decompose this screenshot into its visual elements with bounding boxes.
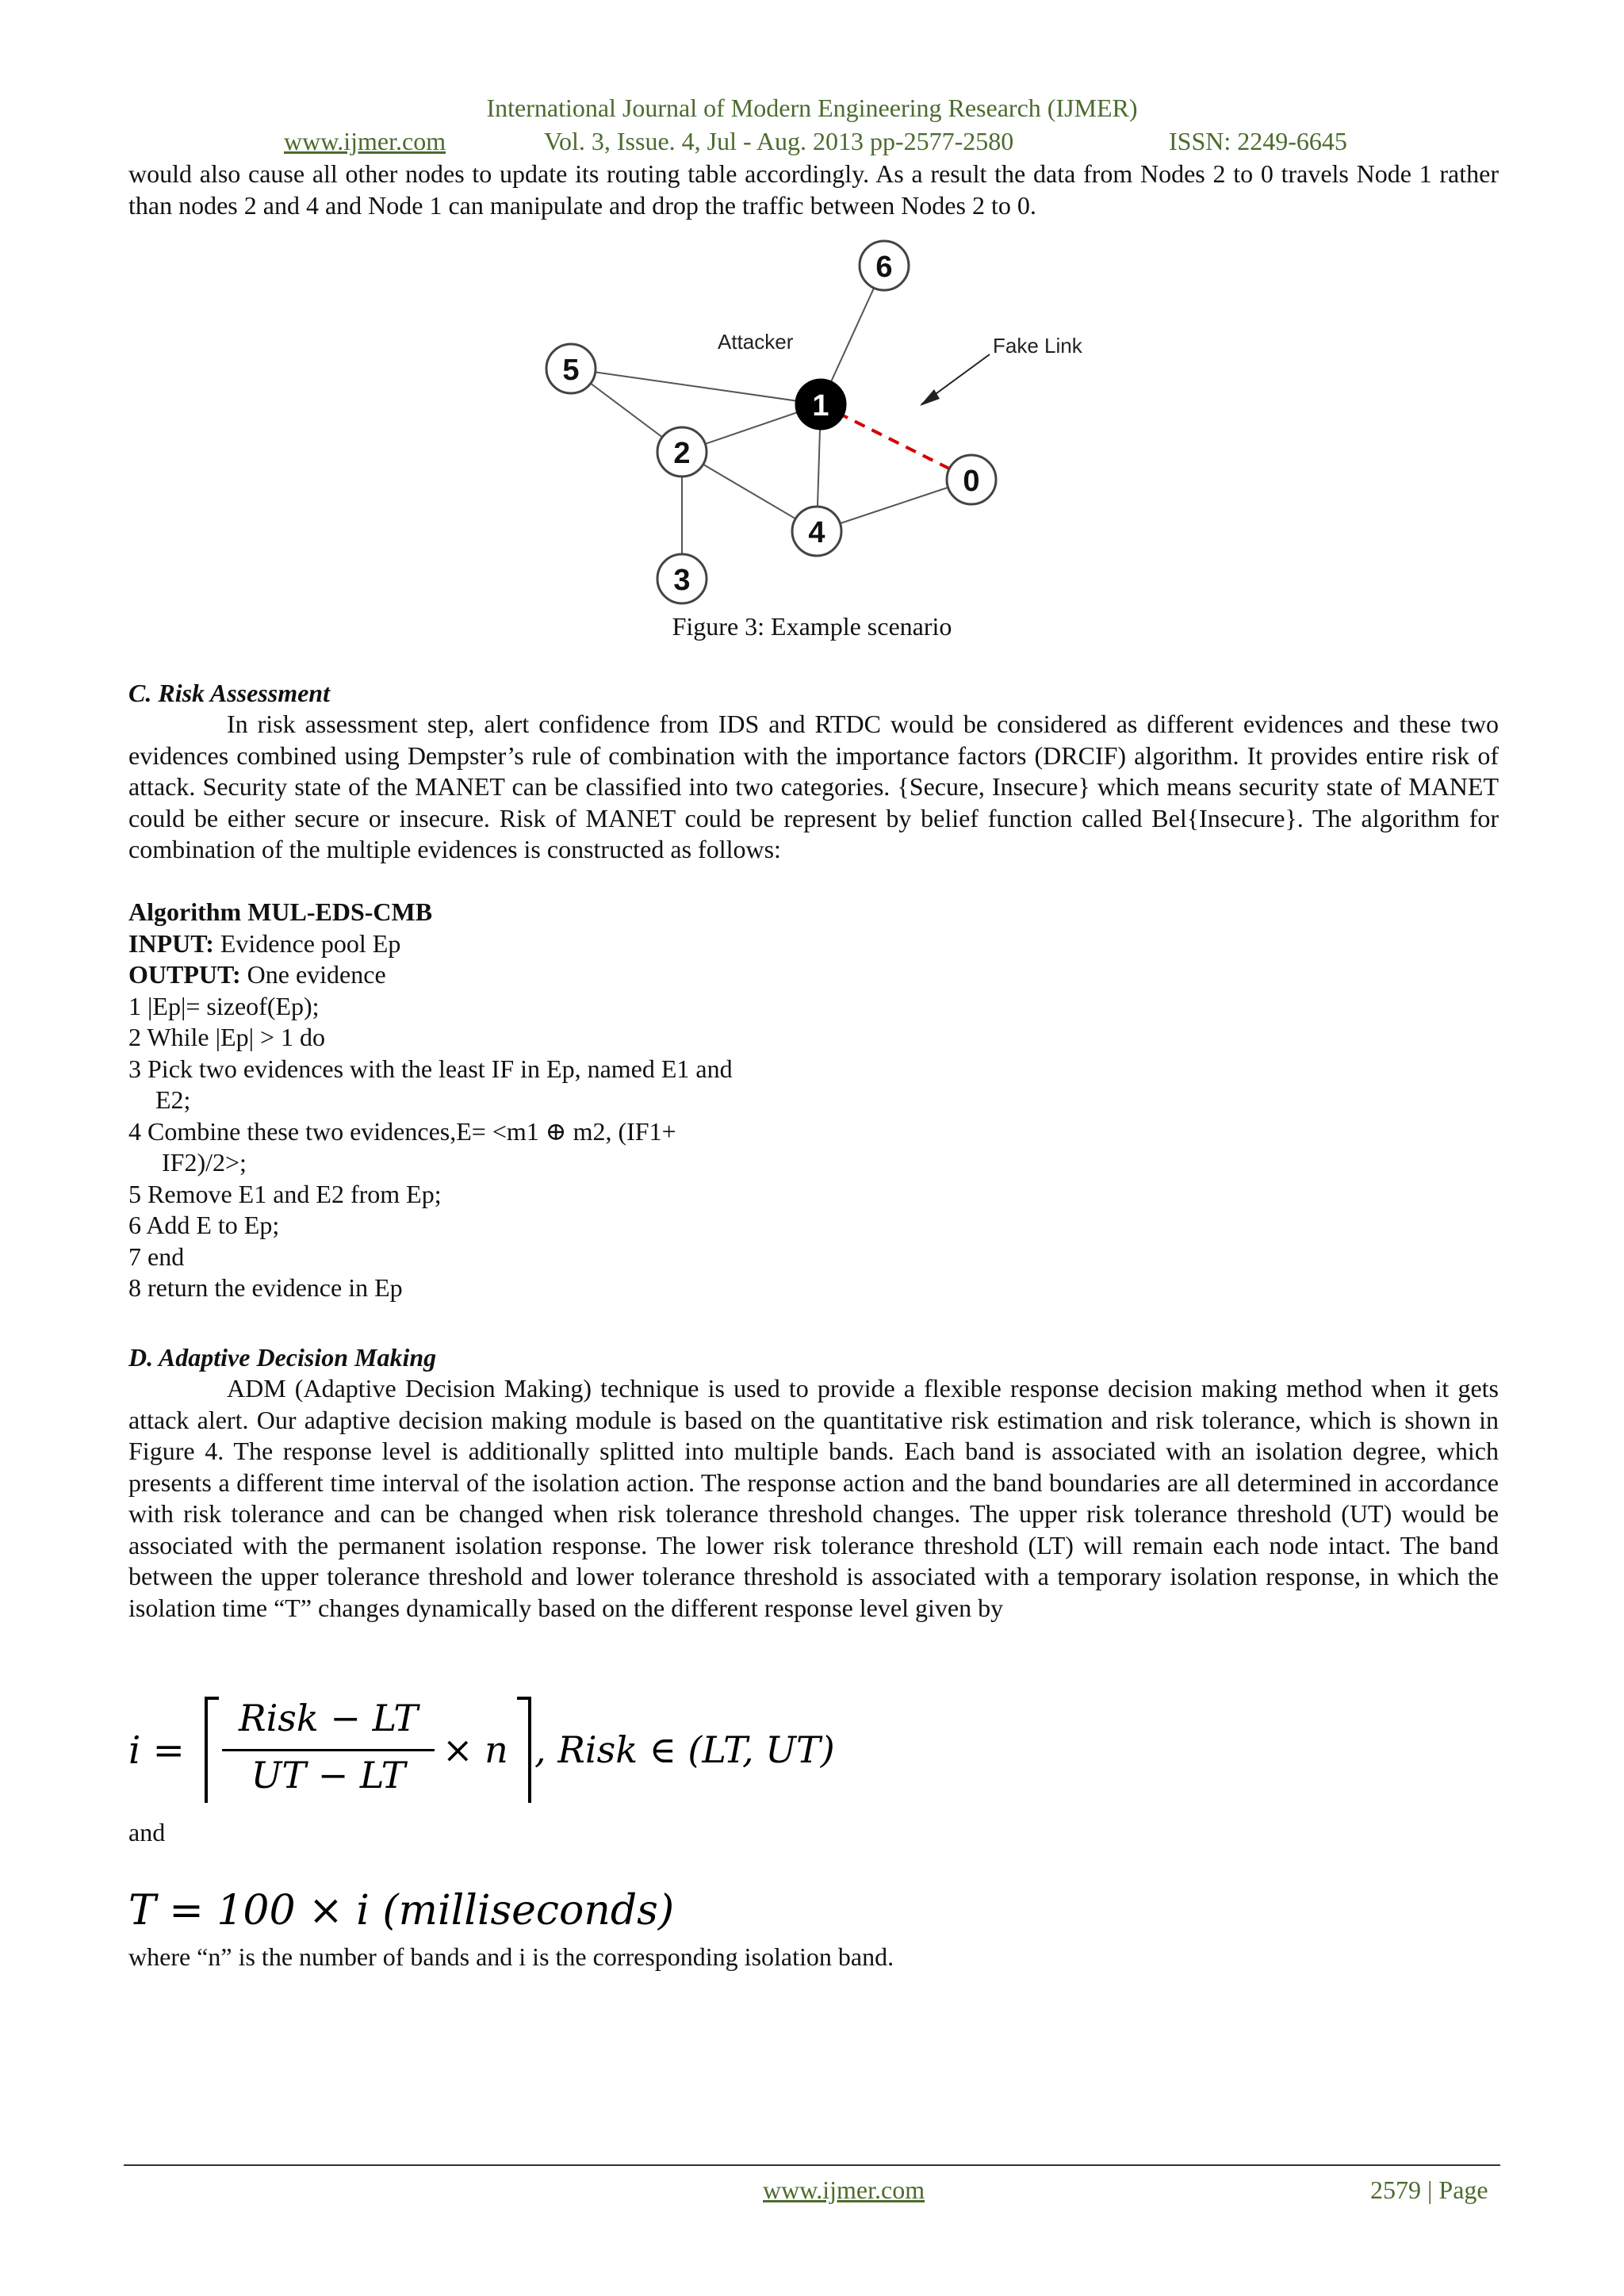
ceil-left-bracket xyxy=(205,1697,219,1803)
formula-domain: , Risk ∈ (LT, UT) xyxy=(534,1728,835,1771)
algorithm-line-4: 4 Combine these two evidences,E= <m1 ⊕ m2, (IF1+ xyxy=(128,1116,676,1146)
issn-info: ISSN: 2249-6645 xyxy=(1169,127,1347,155)
ceil-right-bracket xyxy=(517,1697,531,1803)
node-2-label: 2 xyxy=(673,437,691,470)
page-number: 2579 | Page xyxy=(1370,2175,1488,2204)
journal-url-link[interactable]: www.ijmer.com xyxy=(284,127,446,155)
section-d-heading: D. Adaptive Decision Making xyxy=(128,1343,437,1372)
fraction-bar xyxy=(222,1749,435,1751)
algorithm-title: Algorithm MUL-EDS-CMB xyxy=(128,897,433,926)
journal-title: International Journal of Modern Engineering Research (IJMER) xyxy=(486,94,1138,122)
isolation-time-formula: T = 100 × i (milliseconds) xyxy=(128,1887,675,1934)
algorithm-line-3: 3 Pick two evidences with the least IF in Ep, named E1 and xyxy=(128,1054,733,1083)
network-figure xyxy=(539,234,1094,614)
node-3-label: 3 xyxy=(673,564,691,597)
formula-denominator: UT − LT xyxy=(251,1754,406,1797)
algorithm-line-3-cont: E2; xyxy=(155,1085,191,1114)
and-text: and xyxy=(128,1818,166,1846)
formula-lhs: i = xyxy=(128,1728,185,1773)
formula-numerator: Risk − LT xyxy=(238,1697,419,1739)
node-5-label: 5 xyxy=(562,354,580,387)
algorithm-line-1: 1 |Ep|= sizeof(Ep); xyxy=(128,991,320,1020)
algorithm-output xyxy=(128,959,733,991)
input-label: INPUT: xyxy=(128,928,214,958)
fake-link-label: Fake Link xyxy=(993,334,1082,358)
node-0-label: 0 xyxy=(963,465,980,498)
formula-times-n: × n xyxy=(442,1728,508,1771)
section-c-heading: C. Risk Assessment xyxy=(128,679,330,707)
attacker-label: Attacker xyxy=(718,330,794,354)
section-c-paragraph: In risk assessment step, alert confidence from IDS and RTDC would be considered as different evidences and these two evidences combined using Dempster’s rule of combination with the importance factors (DRCIF) algorithm. It provides entire risk of attack. Security state of the MANET can be classified into two categories. {Secure, Insecure} which means security state of MANET could be either secure or insecure. Risk of MANET could be represent by belief function called Bel{Insecure}. The algorithm for combination of the multiple evidences is constructed as follows: xyxy=(128,710,1499,863)
algorithm-line-8: 8 return the evidence in Ep xyxy=(128,1273,403,1302)
fake-link-arrow-head xyxy=(920,389,940,406)
input-value: Evidence pool Ep xyxy=(213,928,401,958)
isolation-band-formula xyxy=(128,1697,842,1808)
algorithm-block xyxy=(128,897,733,1304)
algorithm-line-4-cont: IF2)/2>; xyxy=(162,1148,247,1177)
edge-5-1 xyxy=(571,369,821,404)
volume-info: Vol. 3, Issue. 4, Jul - Aug. 2013 pp-2577-2580 xyxy=(544,127,1014,155)
algorithm-line-6: 6 Add E to Ep; xyxy=(128,1211,280,1239)
output-value: One evidence xyxy=(240,960,386,989)
algorithm-line-5: 5 Remove E1 and E2 from Ep; xyxy=(128,1179,442,1208)
where-text: where “n” is the number of bands and i is the corresponding isolation band. xyxy=(128,1942,894,1971)
algorithm-input xyxy=(128,928,733,960)
node-6-label: 6 xyxy=(875,251,893,284)
output-label: OUTPUT: xyxy=(128,960,241,989)
algorithm-line-7: 7 end xyxy=(128,1242,185,1271)
intro-paragraph: would also cause all other nodes to update its routing table accordingly. As a result the data from Nodes 2 to 0 travels Node 1 rather than nodes 2 and 4 and Node 1 can manipulate and drop the traffic between Nodes 2 to 0. xyxy=(128,159,1499,220)
footer-url-link[interactable]: www.ijmer.com xyxy=(763,2175,925,2204)
algorithm-line-2: 2 While |Ep| > 1 do xyxy=(128,1023,326,1051)
footer-divider xyxy=(124,2164,1500,2166)
node-4-label: 4 xyxy=(808,516,825,549)
section-d-paragraph: ADM (Adaptive Decision Making) technique is used to provide a flexible response decision making method when it gets attack alert. Our adaptive decision making module is based on the quantitative risk estimation and risk tolerance, which is shown in Figure 4. The response level is additionally splitted into multiple bands. Each band is associated with an isolation degree, which presents a different time interval of the isolation action. The response action and the band boundaries are all determined in accordance with risk tolerance and can be changed when risk tolerance threshold changes. The upper risk tolerance threshold (UT) would be associated with the permanent isolation response. The lower risk tolerance threshold (LT) will remain each node intact. The band between the upper tolerance threshold and lower tolerance threshold is associated with a temporary isolation response, in which the isolation time “T” changes dynamically based on the different response level given by xyxy=(128,1374,1499,1622)
figure-caption: Figure 3: Example scenario xyxy=(672,612,952,641)
node-1-label: 1 xyxy=(812,389,829,423)
